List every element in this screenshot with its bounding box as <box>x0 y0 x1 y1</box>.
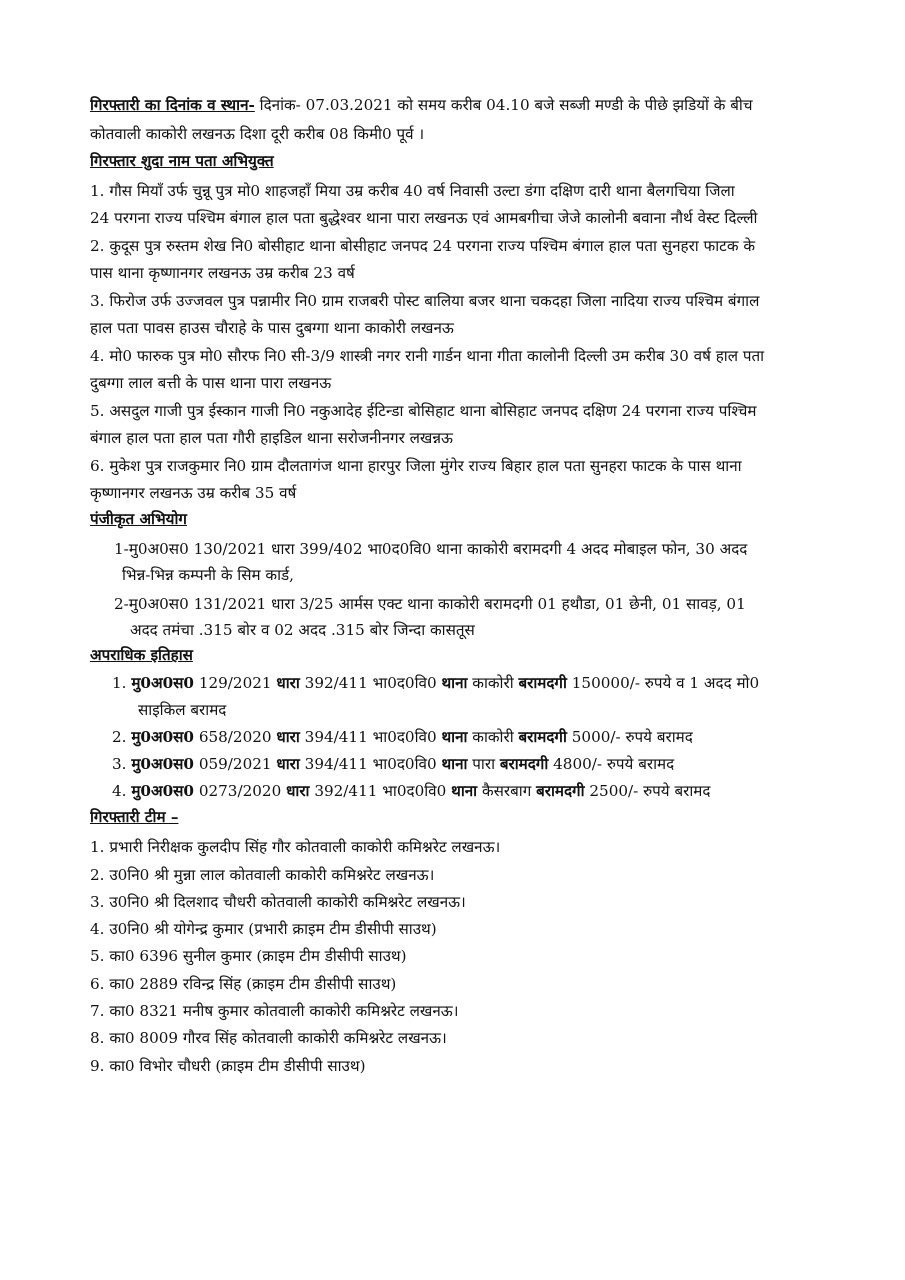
history-station-label: थाना <box>451 782 478 800</box>
accused-line: 2. कुदूस पुत्र रुस्तम शेख नि0 बोसीहाट थाना बोसीहाट जनपद 24 परगना राज्य पश्चिम बंगाल हाल पता सुनहरा फाटक के <box>90 237 755 255</box>
team-member: 8. का0 8009 गौरव सिंह कोतवाली काकोरी कमिश्नरेट लखनऊ। <box>90 1029 447 1047</box>
registered-cases-heading: पंजीकृत अभियोग <box>90 510 187 528</box>
accused-line: हाल पता पावस हाउस चौराहे के पास दुबग्गा थाना काकोरी लखनऊ <box>90 319 454 337</box>
history-recovery: 4800/- रुपये बरामद <box>553 755 675 773</box>
history-item <box>112 726 852 748</box>
accused-line: दुबग्गा लाल बत्ती के पास थाना पारा लखनऊ <box>90 374 332 392</box>
accused-line: 3. फिरोज उर्फ उज्जवल पुत्र पन्नामीर नि0 ग्राम राजबरी पोस्ट बालिया बजर थाना चकदहा जिला नादिया राज्य पश्चिम बंगाल <box>90 292 760 310</box>
history-case-label: मु0अ0स0 <box>131 728 194 746</box>
accused-line: बंगाल हाल पता हाल पता गौरी हाइडिल थाना सरोजनीनगर लखन्नऊ <box>90 429 453 447</box>
accused-line: 24 परगना राज्य पश्चिम बंगाल हाल पता बुद्धेश्वर थाना पारा लखनऊ एवं आमबगीचा जेजे कालोनी बवाना नौर्थ वेस्ट दिल्ली <box>90 209 758 227</box>
arrest-info-heading: गिरफ्तारी का दिनांक व स्थान- <box>90 96 255 114</box>
team-member: 9. का0 विभोर चौधरी (क्राइम टीम डीसीपी साउथ) <box>90 1057 366 1075</box>
team-member: 2. उ0नि0 श्री मुन्ना लाल कोतवाली काकोरी कमिश्नरेट लखनऊ। <box>90 866 435 884</box>
history-recovery: 150000/- रुपये व 1 अदद मो0 <box>571 674 760 692</box>
case-line: अदद तमंचा .315 बोर व 02 अदद .315 बोर जिन्दा कासतूस <box>130 621 475 639</box>
history-item-continuation: साइकिल बरामद <box>138 701 227 719</box>
history-station-label: थाना <box>441 674 468 692</box>
history-case-number: 658/2020 <box>198 728 272 746</box>
history-station-label: थाना <box>441 755 468 773</box>
team-member: 4. उ0नि0 श्री योगेन्द्र कुमार (प्रभारी क्राइम टीम डीसीपी साउथ) <box>90 920 437 938</box>
history-recovery-label: बरामदगी <box>518 728 567 746</box>
accused-line: कृष्णानगर लखनऊ उम्र करीब 35 वर्ष <box>90 484 297 502</box>
team-member: 6. का0 2889 रविन्द्र सिंह (क्राइम टीम डीसीपी साउथ) <box>90 975 397 993</box>
history-section-label: धारा <box>276 728 300 746</box>
history-case-label: मु0अ0स0 <box>131 755 194 773</box>
history-item <box>112 753 852 775</box>
accused-line: 5. असदुल गाजी पुत्र ईस्कान गाजी नि0 नकुआदेह ईटिन्डा बोसिहाट थाना बोसिहाट जनपद दक्षिण 24 परगना राज्य पश्चिम <box>90 402 757 420</box>
history-recovery-label: बरामदगी <box>536 782 585 800</box>
history-section: 394/411 भा0द0वि0 <box>304 728 437 746</box>
arrest-team-heading: गिरफ्तारी टीम – <box>90 808 179 826</box>
case-line: भिन्न-भिन्न कम्पनी के सिम कार्ड, <box>122 566 294 584</box>
arrest-info-line-2: कोतवाली काकोरी लखनऊ दिशा दूरी करीब 08 किमी0 पूर्व । <box>90 125 425 143</box>
criminal-history-heading: अपराधिक इतिहास <box>90 646 193 664</box>
history-recovery-label: बरामदगी <box>518 674 567 692</box>
history-case-label: मु0अ0स0 <box>131 782 194 800</box>
history-item <box>112 780 852 802</box>
arrest-info-line-1 <box>90 94 830 116</box>
history-item-number: 1. <box>112 674 127 692</box>
history-station: काकोरी <box>472 674 514 692</box>
history-section: 392/411 भा0द0वि0 <box>314 782 447 800</box>
history-recovery: 2500/- रुपये बरामद <box>589 782 711 800</box>
history-recovery: 5000/- रुपये बरामद <box>571 728 693 746</box>
history-item-number: 2. <box>112 728 127 746</box>
history-item <box>112 672 852 694</box>
history-case-number: 129/2021 <box>198 674 272 692</box>
team-member: 3. उ0नि0 श्री दिलशाद चौधरी कोतवाली काकोरी कमिश्नरेट लखनऊ। <box>90 893 466 911</box>
history-station: कैसरबाग <box>481 782 532 800</box>
history-station-label: थाना <box>441 728 468 746</box>
history-station: पारा <box>472 755 496 773</box>
accused-heading: गिरफ्तार शुदा नाम पता अभियुक्त <box>90 152 274 170</box>
history-item-number: 3. <box>112 755 127 773</box>
history-recovery-label: बरामदगी <box>499 755 549 773</box>
case-line: 1-मु0अ0स0 130/2021 धारा 399/402 भा0द0वि0 थाना काकोरी बरामदगी 4 अदद मोबाइल फोन, 30 अदद <box>114 540 748 558</box>
history-section-label: धारा <box>276 755 300 773</box>
history-section-label: धारा <box>276 674 300 692</box>
team-member: 1. प्रभारी निरीक्षक कुलदीप सिंह गौर कोतवाली काकोरी कमिश्नरेट लखनऊ। <box>90 838 501 856</box>
accused-line: 4. मो0 फारुक पुत्र मो0 सौरफ नि0 सी-3/9 शास्त्री नगर रानी गार्डन थाना गीता कालोनी दिल्ली उम करीब 30 वर्ष हाल पता <box>90 347 765 365</box>
history-case-number: 059/2021 <box>198 755 272 773</box>
history-section-label: धारा <box>286 782 310 800</box>
history-case-number: 0273/2020 <box>198 782 282 800</box>
history-section: 394/411 भा0द0वि0 <box>304 755 437 773</box>
history-item-number: 4. <box>112 782 127 800</box>
history-case-label: मु0अ0स0 <box>131 674 194 692</box>
history-station: काकोरी <box>472 728 514 746</box>
case-line: 2-मु0अ0स0 131/2021 धारा 3/25 आर्मस एक्ट थाना काकोरी बरामदगी 01 हथौडा, 01 छेनी, 01 सावड़, 01 <box>114 595 746 613</box>
accused-line: 1. गौस मियाँ उर्फ चुन्नू पुत्र मो0 शाहजहाँ मिया उम्र करीब 40 वर्ष निवासी उल्टा डंगा दक्षिण दारी थाना बैलगचिया जिला <box>90 182 735 200</box>
team-member: 5. का0 6396 सुनील कुमार (क्राइम टीम डीसीपी साउथ) <box>90 947 407 965</box>
accused-line: 6. मुकेश पुत्र राजकुमार नि0 ग्राम दौलतागंज थाना हारपुर जिला मुंगेर राज्य बिहार हाल पता सुनहरा फाटक के पास थाना <box>90 457 742 475</box>
team-member: 7. का0 8321 मनीष कुमार कोतवाली काकोरी कमिश्नरेट लखनऊ। <box>90 1002 459 1020</box>
accused-line: पास थाना कृष्णानगर लखनऊ उम्र करीब 23 वर्ष <box>90 264 355 282</box>
arrest-info-text: दिनांक- 07.03.2021 को समय करीब 04.10 बजे सब्जी मण्डी के पीछे झडियों के बीच <box>259 96 753 114</box>
history-section: 392/411 भा0द0वि0 <box>304 674 437 692</box>
